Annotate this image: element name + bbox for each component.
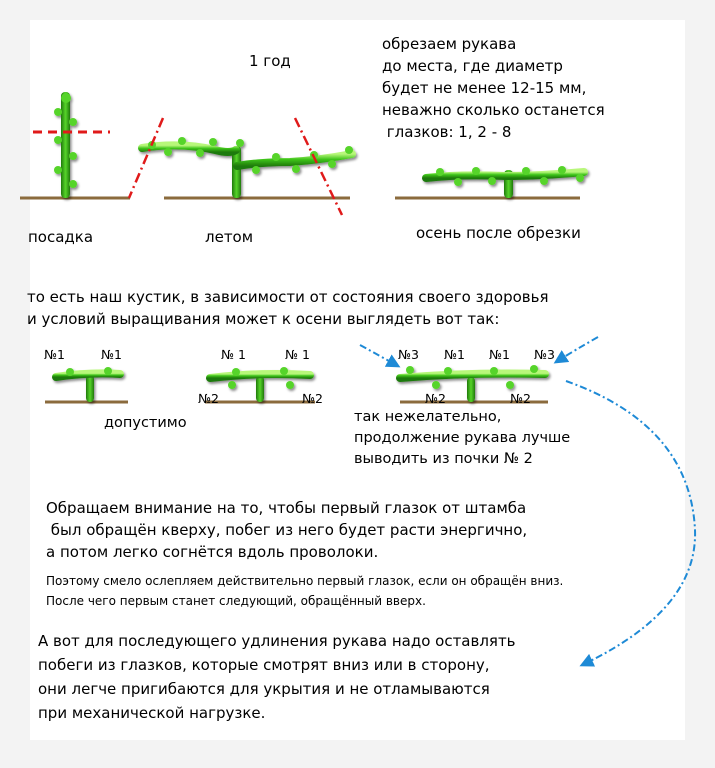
note-line-5: глазков: 1, 2 - 8 — [382, 123, 512, 141]
arrow-right-to-no3 — [556, 337, 598, 362]
v3-label-top-3: №1 — [489, 347, 510, 362]
v2-label-top-right: № 1 — [285, 347, 310, 362]
v3-caption-line-1: так нежелательно, — [354, 409, 502, 425]
v3-label-top-1: №3 — [398, 347, 419, 362]
v3-caption-line-2: продолжение рукава лучше — [354, 430, 571, 446]
v2-label-bottom-right: №2 — [302, 391, 323, 406]
v1-label-right: №1 — [101, 347, 122, 362]
summer-cut-line-left — [129, 118, 163, 198]
v3-label-bottom-left: №2 — [425, 391, 446, 406]
caption-summer: летом — [205, 228, 254, 246]
v2-label-top-left: № 1 — [221, 347, 246, 362]
v3-label-bottom-right: №2 — [510, 391, 531, 406]
attention-line-3: а потом легко согнётся вдоль проволоки. — [46, 543, 379, 561]
intro-line-1: то есть наш кустик, в зависимости от состояния своего здоровья — [27, 288, 549, 306]
final-line-1: А вот для последующего удлинения рукава надо оставлять — [38, 632, 516, 650]
final-line-2: побеги из глазков, которые смотрят вниз или в сторону, — [38, 656, 490, 674]
summer-vine — [142, 137, 353, 198]
note-line-2: до места, где диаметр — [382, 57, 563, 75]
v3-label-top-4: №3 — [534, 347, 555, 362]
small-line-1: Поэтому смело ослепляем действительно первый глазок, если он обращён вниз. — [46, 574, 564, 588]
note-line-1: обрезаем рукава — [382, 35, 517, 53]
note-line-3: будет не менее 12-15 мм, — [382, 79, 587, 97]
v1-label-left: №1 — [44, 347, 65, 362]
v1-caption: допустимо — [104, 415, 187, 431]
v3-label-top-2: №1 — [444, 347, 465, 362]
attention-line-2: был обращён кверху, побег из него будет расти энергично, — [46, 521, 528, 539]
v2-label-bottom-left: №2 — [198, 391, 219, 406]
autumn-vine — [426, 166, 584, 198]
small-line-2: После чего первым станет следующий, обращённый вверх. — [46, 594, 426, 608]
arrow-to-final-note — [566, 381, 695, 665]
intro-line-2: и условий выращивания может к осени выглядеть вот так: — [27, 310, 500, 328]
variant1-vine — [56, 367, 120, 402]
planting-shoot — [54, 92, 77, 198]
arrow-left-to-no3 — [360, 345, 398, 366]
v3-caption-line-3: выводить из почки № 2 — [354, 451, 533, 467]
variant2-vine — [210, 367, 310, 402]
final-line-3: они легче пригибаются для укрытия и не отламываются — [38, 680, 490, 698]
final-line-4: при механической нагрузке. — [38, 704, 266, 722]
caption-planting: посадка — [28, 228, 94, 246]
attention-line-1: Обращаем внимание на то, чтобы первый глазок от штамба — [46, 499, 527, 517]
caption-autumn: осень после обрезки — [416, 224, 581, 242]
year-label: 1 год — [249, 52, 291, 70]
note-line-4: неважно сколько останется — [382, 101, 605, 119]
